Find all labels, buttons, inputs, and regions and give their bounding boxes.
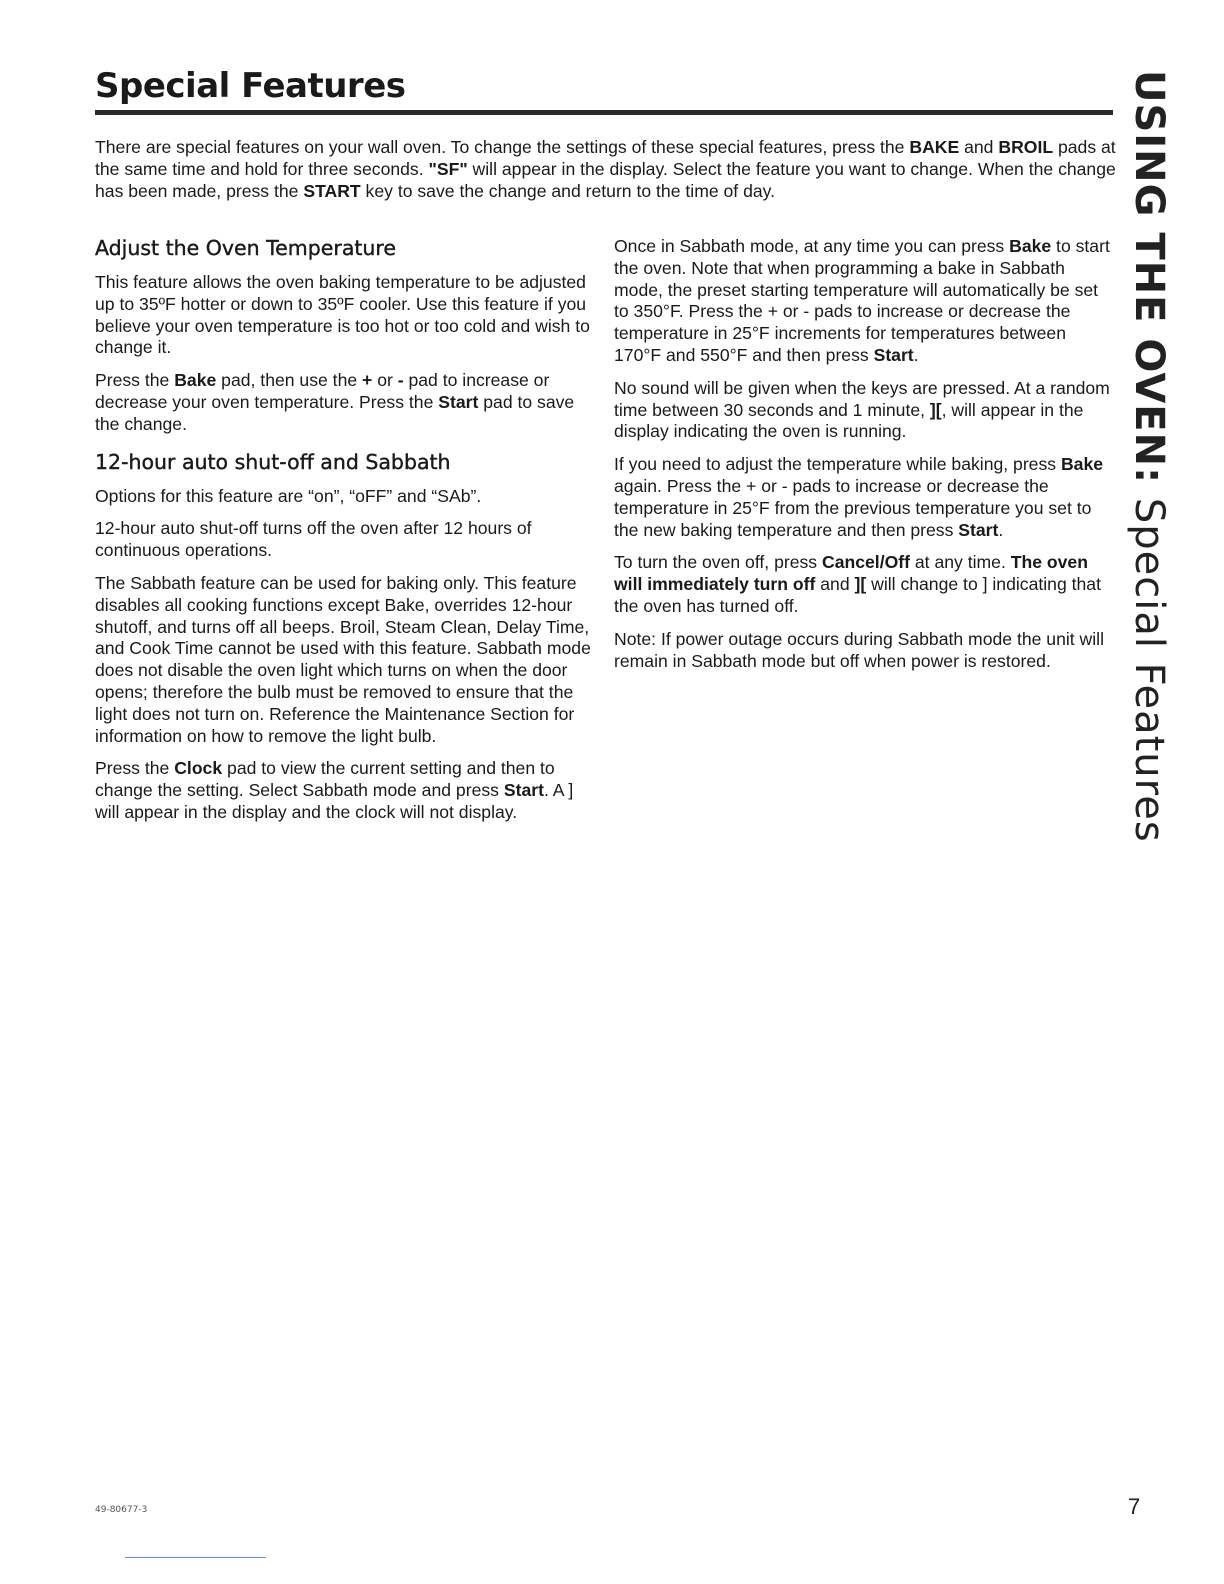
title-rule	[95, 110, 1113, 115]
section-side-tab-text: USING THE OVEN: Special Features	[1126, 70, 1172, 843]
sabbath-turn-off-paragraph: To turn the oven off, press Cancel/Off at any time. The oven will immediately turn off and ][ will change to ] indicating that the oven has turned off.	[614, 552, 1101, 616]
page-title: Special Features	[95, 66, 406, 106]
footer-rule	[125, 1557, 266, 1558]
adjust-description: This feature allows the oven baking temperature to be adjusted up to 35ºF hotter or down to 35ºF cooler. Use this feature if you believe your oven temperature is too hot or too cold and wish to change it.	[95, 272, 590, 358]
sabbath-adjust-paragraph: If you need to adjust the temperature while baking, press Bake again. Press the + or - pads to increase or decrease the temperature in 25°F from the previous temperature you set to the new baking temperature and then press Start.	[614, 454, 1104, 540]
intro-paragraph: There are special features on your wall oven. To change the settings of these special features, press the BAKE and BROIL pads at the same time and hold for three seconds. "SF" will appear in the display. Select the feature you want to change. When the change has been made, press the START key to save the change and return to the time of day.	[95, 137, 1116, 201]
page-number: 7	[1128, 1494, 1141, 1519]
sabbath-clock-instructions: Press the Clock pad to view the current setting and then to change the setting. Select Sabbath mode and press Start. A ] will appear in the display and the clock will not display.	[95, 758, 574, 822]
left-column	[95, 236, 595, 835]
adjust-instructions: Press the Bake pad, then use the + or - pad to increase or decrease your oven temperature. Press the Start pad to save the change.	[95, 370, 575, 434]
document-number: 49-80677-3	[95, 1505, 148, 1515]
section-side-tab	[1126, 70, 1172, 843]
sabbath-options: Options for this feature are “on”, “oFF” and “SAb”.	[95, 485, 482, 506]
sabbath-auto-shutoff: 12-hour auto shut-off turns off the oven after 12 hours of continuous operations.	[95, 518, 532, 561]
right-column	[614, 236, 1114, 683]
adjust-temperature-heading: Adjust the Oven Temperature	[95, 236, 397, 260]
sabbath-bake-paragraph: Once in Sabbath mode, at any time you can press Bake to start the oven. Note that when programming a bake in Sabbath mode, the preset starting temperature will automatically be set to 350°F. Press the + or - pads to increase or decrease the temperature in 25°F increments for temperatures between 170°F and 550°F and then press Start.	[614, 236, 1110, 365]
sabbath-heading: 12-hour auto shut-off and Sabbath	[95, 449, 451, 474]
sabbath-description: The Sabbath feature can be used for baking only. This feature disables all cooking functions except Bake, overrides 12-hour shutoff, and turns off all beeps. Broil, Steam Clean, Delay Time, and Cook Time cannot be used with this feature. Sabbath mode does not disable the oven light which turns on when the door opens; therefore the bulb must be removed to ensure that the light does not turn on. Reference the Maintenance Section for information on how to remove the light bulb.	[95, 572, 591, 746]
sabbath-sound-paragraph: No sound will be given when the keys are pressed. At a random time between 30 seconds and 1 minute, ][, will appear in the display indicating the oven is running.	[614, 377, 1110, 442]
sabbath-power-note: Note: If power outage occurs during Sabbath mode the unit will remain in Sabbath mode but off when power is restored.	[614, 628, 1104, 671]
